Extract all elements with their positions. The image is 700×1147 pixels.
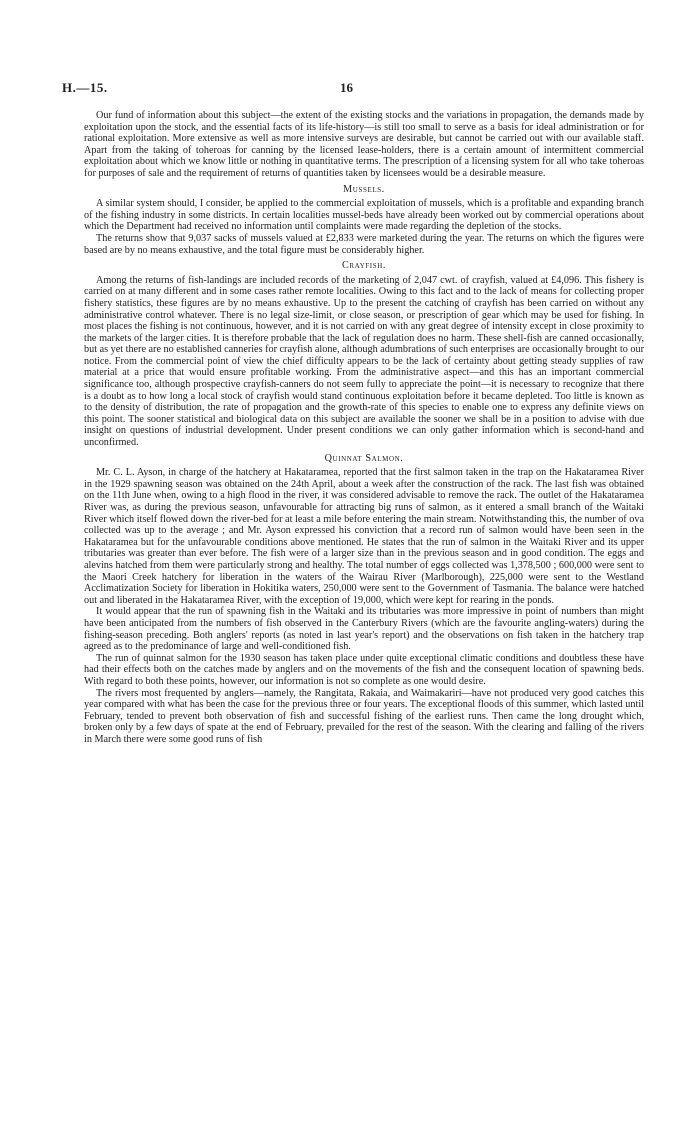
intro-paragraph: Our fund of information about this subject—the extent of the existing stocks and the variations in propagation, the demands made by exploitation upon the stock, and the essential facts of its life-history—is still too small to serve as a basis for ideal administration or for rational exploitation. More extensive as well as more intensive surveys are desirable, but cannot be carried out with our available staff. Apart from the taking of toheroas for canning by the licensed lease-holders, there is a certain amount of intermittent commercial exploitation about which we know little or nothing in quantitative terms. The prescription of a licensing system for all who take toheroas for purposes of sale and the requirement of returns of quantities taken by licensees would be a desirable measure. [84,110,644,179]
mussels-paragraph-1: A similar system should, I consider, be applied to the commercial exploitation of mussels, which is a profitable and expanding branch of the fishing industry in some districts. In certain localities mussel-beds have already been worked out by commercial operations about which the Department had received no information until complaints were made regarding the depletion of the stocks. [84,198,644,233]
salmon-paragraph-2: It would appear that the run of spawning fish in the Waitaki and its tributaries was more impressive in point of numbers than might have been anticipated from the numbers of fish observed in the Canterbury Rivers (which are the favourite angling-waters) during the fishing-season preceding. Both anglers' reports (as noted in last year's report) and the observations on fish taken in the hatchery trap agreed as to the predominance of large and well-conditioned fish. [84,606,644,653]
section-heading-mussels: Mussels. [343,183,385,195]
section-heading-quinnat-salmon: Quinnat Salmon. [324,452,404,464]
mussels-paragraph-2: The returns show that 9,037 sacks of mussels valued at £2,833 were marketed during the year. The returns on which the figures were based are by no means exhaustive, and the total figure must be considerably higher. [84,232,644,256]
section-heading-crayfish: Crayfish. [341,260,387,272]
document-reference: H.—15. [62,80,108,95]
salmon-paragraph-4: The rivers most frequented by anglers—namely, the Rangitata, Rakaia, and Waimakariri—have not produced very good catches this year compared with what has been the case for the previous three or four years. The exceptional floods of this summer, which lasted until February, tended to prevent both observation of fish and successful fishing of the earliest runs. Then came the long drought which, broken only by a few days of spate at the end of February, prevailed for the rest of the season. With the clearing and falling of the rivers in March there were some good runs of fish [84,687,644,745]
crayfish-paragraph-1: Among the returns of fish-landings are included records of the marketing of 2,047 cwt. of crayfish, valued at £4,096. This fishery is carried on at many different and in some cases rather remote localities. Owing to this fact and to the lack of means for collecting proper fishery statistics, these figures are by no means exhaustive. Up to the present the catching of crayfish has been carried on without any administrative control whatever. There is no legal size-limit, or close season, or prescription of gear which may be used for fishing. In most places the fishing is not continuous, however, and it is not carried on with any great degree of intensity except in close proximity to the markets of the larger cities. It is therefore probable that the lack of regulation does no harm. These shell-fish are canned occasionally, but as yet there are no established canneries for crayfish alone, although adumbrations of such enterprises are occasionally brought to our notice. From the commercial point of view the chief difficulty appears to be the lack of certainty about getting steady supplies of raw material at a price that would ensure profitable working. From the administrative aspect—and this has an important commercial significance too, although prospective crayfish-canners do not seem fully to appreciate the point—it is necessary to recognize that there is a doubt as to how long a local stock of crayfish would stand continuous exploitation before it became depleted. Too little is known as to the density of distribution, the rate of propagation and the growth-rate of this species to enable one to express any definite views on this point. The sooner statistical and biological data on this subject are available the sooner we shall be in a position to advise with due insight on questions of industrial development. Under present conditions we can only gather information which is second-hand and unconfirmed. [84,274,644,449]
document-body [84,110,644,745]
salmon-paragraph-3: The run of quinnat salmon for the 1930 season has taken place under quite exceptional climatic conditions and doubtless these have had their effects both on the catches made by anglers and on the movements of the fish and the consequent location of spawning beds. With regard to both these points, however, our information is not so complete as one would desire. [84,652,644,687]
page-number: 16 [340,80,353,95]
salmon-paragraph-1: Mr. C. L. Ayson, in charge of the hatchery at Hakataramea, reported that the first salmon taken in the trap on the Hakataramea River in the 1929 spawning season was obtained on the 24th April, about a week after the construction of the rack. The last fish was obtained on the 11th June when, owing to a high flood in the river, it was considered advisable to remove the rack. The outlet of the Hakataramea River was, as during the previous season, unfavourable for attracting big runs of salmon, as it entered a small branch of the Waitaki River which itself flowed down the river-bed for at least a mile before entering the main stream. Notwithstanding this, the number of ova collected was up to the average ; and Mr. Ayson expressed his conviction that a record run of salmon would have been seen in the Hakataramea but for the unfavourable conditions above mentioned. He states that the run of salmon in the Waitaki River and its upper tributaries was greater than ever before. The fish were of a larger size than in the previous season and in good condition. The eggs and alevins hatched from them were particularly strong and healthy. The total number of eggs collected was 1,378,500 ; 600,000 were sent to the Maori Creek hatchery for liberation in the waters of the Wairau River (Marlborough), 225,000 were sent to the Westland Acclimatization Society for liberation in Hokitika waters, 250,000 were sent to the Government of Tasmania. The balance were hatched out and liberated in the Hakataramea River, with the exception of 19,000, which were kept for rearing in the ponds. [84,467,644,606]
page-header [62,80,644,96]
